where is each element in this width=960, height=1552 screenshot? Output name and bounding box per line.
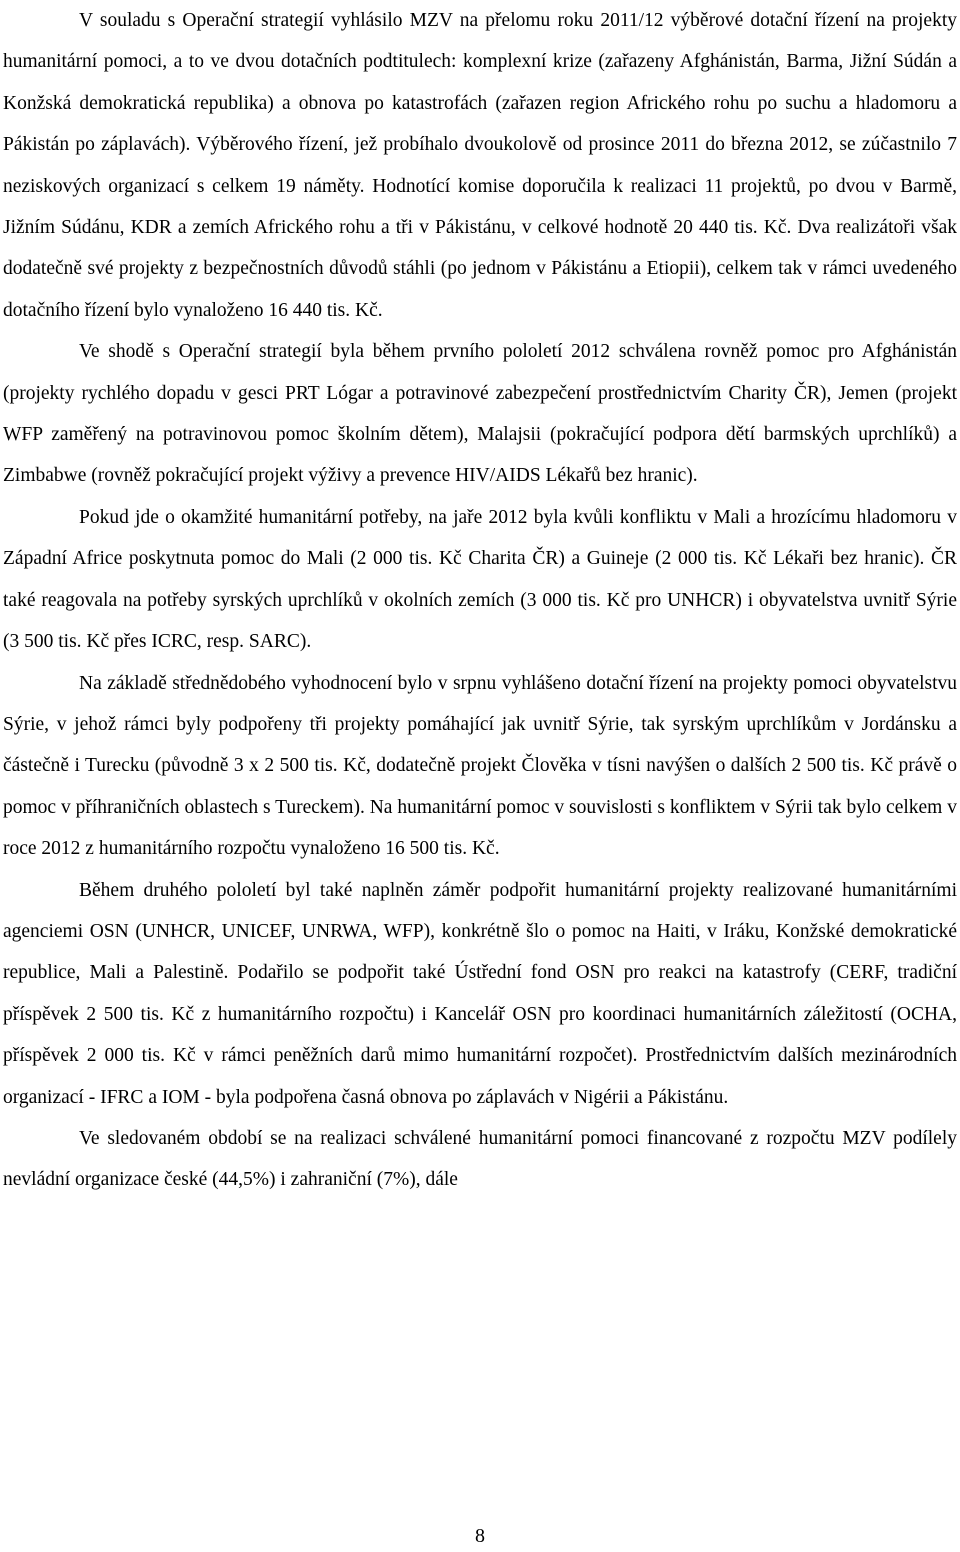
paragraph-6: Ve sledovaném období se na realizaci schválené humanitární pomoci financované z rozpočtu MZV podílely nevládní organizace české (44,5%) i zahraniční (7%), dále <box>3 1127 957 1191</box>
paragraph-1: V souladu s Operační strategií vyhlásilo MZV na přelomu roku 2011/12 výběrové dotační řízení na projekty humanitární pomoci, a to ve dvou dotačních podtitulech: komplexní krize (zařazeny Afghánistán, Barma, Jižní Súdán a Konžská demokratická republika) a obnova po katastrofách (zařazen region Afrického rohu po suchu a hladomoru a Pákistán po záplavách). Výběrového řízení, jež probíhalo dvoukolově od prosince 2011 do března 2012, se zúčastnilo 7 neziskových organizací s celkem 19 náměty. Hodnotící komise doporučila k realizaci 11 projektů, po dvou v Barmě, Jižním Súdánu, KDR a zemích Afrického rohu a tři v Pákistánu, v celkové hodnotě 20 440 tis. Kč. Dva realizátoři však dodatečně své projekty z bezpečnostních důvodů stáhli (po jednom v Pákistánu a Etiopii), celkem tak v rámci uvedeného dotačního řízení bylo vynaloženo 16 440 tis. Kč. <box>3 10 957 321</box>
paragraph-2: Ve shodě s Operační strategií byla během prvního pololetí 2012 schválena rovněž pomoc pro Afghánistán (projekty rychlého dopadu v gesci PRT Lógar a potravinové zabezpečení prostřednictvím Charity ČR), Jemen (projekt WFP zaměřený na potravinovou pomoc školním dětem), Malajsii (pokračující podpora dětí barmských uprchlíků) a Zimbabwe (rovněž pokračující projekt výživy a prevence HIV/AIDS Lékařů bez hranic). <box>3 341 957 487</box>
paragraph-5: Během druhého pololetí byl také naplněn záměr podpořit humanitární projekty realizované humanitárními agenciemi OSN (UNHCR, UNICEF, UNRWA, WFP), konkrétně šlo o pomoc na Haiti, v Iráku, Konžské demokratické republice, Mali a Palestině. Podařilo se podpořit také Ústřední fond OSN pro reakci na katastrofy (CERF, tradiční příspěvek 2 500 tis. Kč z humanitárního rozpočtu) i Kancelář OSN pro koordinaci humanitárních záležitostí (OCHA, příspěvek 2 000 tis. Kč v rámci peněžních darů mimo humanitární rozpočet). Prostřednictvím dalších mezinárodních organizací - IFRC a IOM - byla podpořena časná obnova po záplavách v Nigérii a Pákistánu. <box>3 879 957 1108</box>
page-number: 8 <box>475 1525 485 1547</box>
paragraph-4: Na základě střednědobého vyhodnocení bylo v srpnu vyhlášeno dotační řízení na projekty pomoci obyvatelstvu Sýrie, v jehož rámci byly podpořeny tři projekty pomáhající jak uvnitř Sýrie, tak syrským uprchlíkům v Jordánsku a částečně i Turecku (původně 3 x 2 500 tis. Kč, dodatečně projekt Člověka v tísni navýšen o dalších 2 500 tis. Kč právě o pomoc v příhraničních oblastech s Tureckem). Na humanitární pomoc v souvislosti s konfliktem v Sýrii tak bylo celkem v roce 2012 z humanitárního rozpočtu vynaloženo 16 500 tis. Kč. <box>3 672 957 860</box>
body-text <box>3 0 957 1201</box>
paragraph-3: Pokud jde o okamžité humanitární potřeby, na jaře 2012 byla kvůli konfliktu v Mali a hrozícímu hladomoru v Západní Africe poskytnuta pomoc do Mali (2 000 tis. Kč Charita ČR) a Guineje (2 000 tis. Kč Lékaři bez hranic). ČR také reagovala na potřeby syrských uprchlíků v okolních zemích (3 000 tis. Kč pro UNHCR) i obyvatelstva uvnitř Sýrie (3 500 tis. Kč přes ICRC, resp. SARC). <box>3 506 957 653</box>
